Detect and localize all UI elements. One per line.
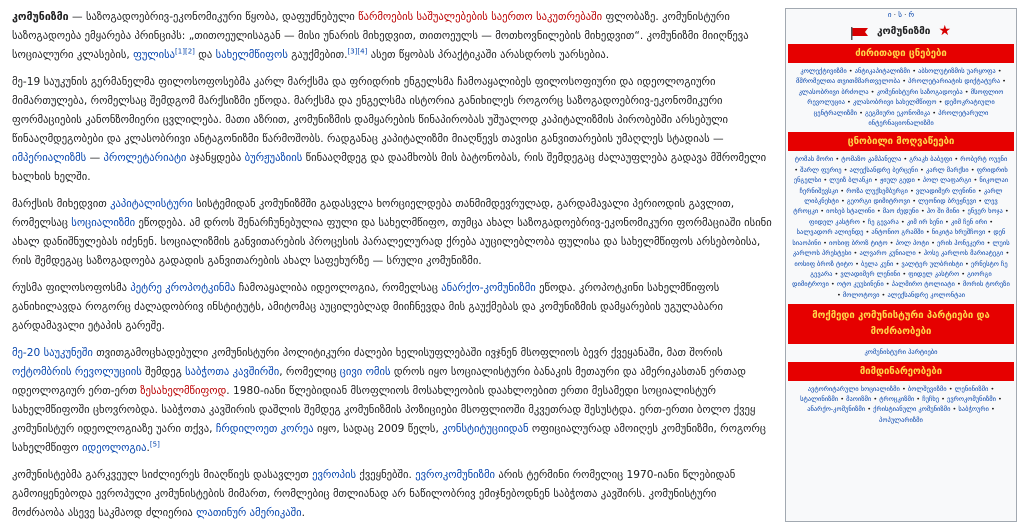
list-separator: • [930,108,939,117]
navbox-link[interactable]: შარლ ფურიე [800,165,842,174]
article-link[interactable]: ჩრდილოეთ კორეა [215,423,314,435]
article-link[interactable]: ევროპის [312,469,357,481]
text-run: ოფიციალურად ამოიღეს კომუნიზმი, როგორც სახელმწიფო [12,423,766,454]
article-link[interactable]: ლათინურ ამერიკაში [196,507,302,519]
navbox-link[interactable]: კარლ მარქსი [925,165,969,174]
navbox-link[interactable]: ლენინიზმი [954,384,989,393]
navbox-link[interactable]: ჟიულ გედი [879,176,915,185]
text-run: ჩამოაყალიბა იდეოლოგია, რომელსაც [235,282,442,294]
navbox-link[interactable]: იოსიფ ბროზ ტიტო [794,259,853,268]
navbox-link[interactable]: სტალინიზმი [800,394,839,403]
navbox-link[interactable]: ლუის კარლოს პრესტესი [792,238,1010,258]
article-link[interactable]: მე-20 საუკუნეში [12,347,93,359]
navbox-link[interactable]: ვლადიმერ ლენინი [840,269,901,278]
article-link[interactable]: პეტრე კროპოტკინმა [130,282,236,294]
article-link[interactable]: ოქტომბრის რევოლუციის [12,366,142,378]
navbox-link[interactable]: კომუნისტური საზოგადოება [876,87,963,96]
list-separator: • [985,228,994,237]
navbox-link[interactable]: ჰო ში მინი [926,207,960,216]
list-separator: • [794,165,801,174]
navbox-link[interactable]: ტომაზო კამპანელა [841,155,902,164]
navbox-link[interactable]: ოტო კუუსინენი [836,280,884,289]
navbox-link[interactable]: ვალტერ ულბრიხტი [901,259,963,268]
article-link[interactable]: სახელმწიფოს [215,49,288,61]
navbox-link[interactable]: რობერტ ოუენი [960,155,1008,164]
list-separator: • [828,280,837,289]
list-separator: • [868,87,877,96]
list-separator: • [907,186,916,195]
citation [185,47,195,55]
navbox-link[interactable]: ქრისტიანული კომუნიზმი [873,405,951,414]
red-flag-icon [851,25,869,38]
article-link[interactable]: იდეოლოგია [82,442,147,454]
navbox-title-text[interactable]: კომუნიზმი [876,25,931,37]
list-separator: • [899,384,908,393]
navbox-link[interactable]: ტომას მორი [794,155,834,164]
paragraph-2 [12,73,772,187]
list-separator: • [918,207,927,216]
navbox-link[interactable]: პოლ პოტი [895,238,929,247]
navbox-link[interactable]: ავტორიტარული სოციალიზმი [807,384,900,393]
list-separator: • [959,207,968,216]
navbox-link[interactable]: საბჭოური [958,405,989,414]
citation-link[interactable]: [3] [347,47,358,56]
text-run: იყო, სადაც 2009 წელს, [313,423,443,435]
list-separator: • [950,405,959,414]
list-separator: • [946,384,955,393]
navbox-section-header[interactable]: მიმდინარეობები [788,362,1014,381]
text-run: კომუნისტებმა გარკვეულ სიძლიერეს მიაღწიეს დასავლეთ [12,469,313,481]
navbox-link[interactable]: ერიხ ჰონეკერი [936,238,985,247]
list-separator: • [887,238,896,247]
navbox-link[interactable]: ლევ ტროცკი [793,197,998,216]
navbox-link[interactable]: პოპულარიზმი [879,415,923,424]
article-link[interactable]: ანარქო-კომუნიზმი [441,282,536,294]
text-run: შემდეგ [141,366,186,378]
list-separator: • [871,176,880,185]
navbox-link[interactable]: კლასობრივი სახელმწიფო [852,98,937,107]
text-run: გაუქმებით. [287,49,348,61]
text-run: რუსმა ფილოსოფოსმა [12,282,131,294]
list-separator: • [910,197,919,206]
navbox-link[interactable]: ჩე გევარა [867,217,899,226]
article-body [12,8,772,531]
navbox-link[interactable]: ანტონიო გრამში [871,228,924,237]
list-separator: • [838,186,847,195]
navbox-link[interactable]: მაოიზმი [846,394,872,403]
navbox-link[interactable]: ჰოსე კარლოს მარიატეგი [923,249,1004,258]
article-link[interactable]: კონსტიტუციიდან [442,423,529,435]
navbox-section-list [786,63,1016,132]
navbox-link[interactable]: ალვარო კუნიალი [859,249,916,258]
navbox-link[interactable]: ლეონიდ ბრეჟნევი [918,197,977,206]
list-separator: • [818,207,827,216]
navbox-link[interactable]: ანტიკაპიტალიზმი [854,67,911,75]
list-separator: • [821,176,830,185]
list-separator: • [917,165,926,174]
citation [348,47,358,55]
navbox-link[interactable]: ალექსანდრე ბერცენი [849,165,918,174]
list-separator: • [874,207,883,216]
navbox-link[interactable]: ვლადიმერ ლენინი [915,186,976,195]
missing-article-link[interactable]: წარმოების საშუალებების საერთო საკუთრებაში [358,11,603,23]
citation-link[interactable]: [2] [184,47,195,56]
list-separator: • [952,155,961,164]
list-separator: • [898,217,907,226]
text-run: არის ტერმინი რომელიც 1970-იანი წლებიდან გამოიყენებოდა ევროპული კომუნისტების მიმართ, რომლებიც მთლიანად არ ნაწილობრივ ემიჯნებოდნენ საბჭოთა კავშირს. კომუნისტური მოძრაობა ასევე საკმაოდ ძლიერია [12,469,736,519]
article-link[interactable]: იმპერიალიზმს [12,152,87,164]
list-separator: • [883,280,892,289]
navbox-link[interactable]: მორის ტორეზი [962,280,1010,289]
list-separator: • [879,290,888,299]
list-separator: • [901,155,910,164]
text-run: სისტემიდან კომუნიზმში გადასვლა ხორციელდება თანმიმდევრულად, გარდამავალი პერიოდის გავლით, რომელსაც [12,198,735,229]
list-separator: • [900,77,909,86]
text-run: დროს იყო სოციალისტური ბანაკის მეთაური და ამერიკასთან ერთად იდეოლოგიურ ერთ-ერთ [12,366,746,397]
navbox-link[interactable]: კიმ ირ სენი [906,217,943,226]
navbox-link[interactable]: გეგმიური ეკონომიკა [864,108,931,117]
list-separator: • [863,228,872,237]
navbox-link[interactable]: კომუნისტური პარტიები [864,348,938,357]
list-separator: • [954,280,963,289]
navbox-link[interactable]: ფიდელ კასტრო [908,269,960,278]
list-separator: • [968,165,977,174]
list-separator: • [915,249,924,258]
text-run: ეწოდა. კროპოტკინი სახელმწიფოს განიხილავდა როგორც ძალადობრივ ინსტიტუტს, ამიტომაც აუცილებლად მიიჩნევდა მის გაუქმებას და კომუნიზმის დამყარების უგულაბარი გარდამავალი ეტაპის გარეშე. [12,282,723,332]
text-run: . [146,442,150,454]
edit-link[interactable]: რ [908,11,915,19]
list-separator: • [1000,77,1006,86]
navbox-link[interactable]: პალმირო ტოლიატი [891,280,955,289]
list-separator: • [984,238,993,247]
list-separator: • [971,176,980,185]
article-link[interactable]: სოციალიზმი [71,217,136,229]
navbox-link[interactable]: ფრიდრიხ ენგელსი [793,165,1008,185]
list-separator: • [851,249,860,258]
navbox-link[interactable]: პოლ ლაფარგი [922,176,972,185]
text-run: თვითგამოცხადებული კომუნისტური პოლიტიკური ძალები ხელისუფლებაში ივჯნენ მსოფლიოს ბევრ ქვეყანაში, მათ შორის [92,347,723,359]
navbox-link[interactable]: სალვადორ ალიენდე [796,228,864,237]
citation [150,440,160,448]
citation-link[interactable]: [5] [149,440,160,449]
navbox-link[interactable]: მოლოტოვი [842,290,880,299]
navbox-link[interactable]: ბოლშევიზმი [907,384,947,393]
list-separator: • [832,269,841,278]
list-separator: • [846,67,855,75]
navbox-link[interactable]: გეორგი დიმიტროვი [846,197,911,206]
navbox-link[interactable]: კიმ ჩენ ირი [950,217,988,226]
navbox-link[interactable]: ერნესტო ჩე გევარა [810,259,1008,278]
list-separator: • [836,290,843,299]
list-separator: • [1002,207,1009,216]
list-separator: • [871,394,880,403]
list-separator: • [962,87,971,96]
text-run: . [301,507,305,519]
text-run: ეწოდება. ამ დროს შენარჩუნებულია ფული და სახელმწიფო, თუმცა ახალ საზოგადოებრივ-ეკონომიკური ფორმაციაში ისინი ახალ დანიშნულებას იძენენ. სოციალიზმის განვითარების პროცესის პარალელურად ქრება აუცილებლობა ფულისა და სახელმწიფოს არსებობისა, რის შემდეგაც საზოგადოება გადადის განვითარების ახალ საფეხურზე — სრული კომუნიზმი. [12,217,772,267]
view-link[interactable]: ი [887,11,892,19]
list-separator: • [853,259,861,268]
list-separator: • [914,394,923,403]
paragraph-5 [12,344,772,458]
navbox-link[interactable]: იოსიფ ბროზ ტიტო [828,238,888,247]
text-run: , რომელიც [279,366,340,378]
navbox-link[interactable]: კარლ ლიბკნეხტი [804,186,1003,206]
navbox-link[interactable]: აბსოლუტიზმის უარყოფა [918,67,996,75]
list-separator: • [923,228,932,237]
text-run: წინააღმდეგ და დაამხობს მის ბატონობას, რის შემდეგაც ძალაუფლება გადავა მშრომელი ხალხის ხელში. [12,152,767,183]
list-separator: • [838,394,847,403]
navbox-link[interactable]: ენვერ ხოჯა [967,207,1003,216]
list-separator: • [833,155,842,164]
navbox-link[interactable]: კოლექტივიზმი [800,67,847,75]
article-link[interactable]: ცივი ომის [339,366,391,378]
list-separator: • [910,67,919,75]
list-separator: • [844,98,853,107]
text-run: — საზოგადოებრივ-ეკონომიკური წყობა, დაფუძნებული [68,11,359,23]
list-separator: • [859,217,868,226]
navbox-link[interactable]: კლასობრივი ბრძოლა [798,87,869,96]
text-run: აჯანყდება [186,152,245,164]
text-run: ფლობაზე. კომუნისტური საზოგადოება ემყარება პრინციპს: „თითოეულისაგან — მისი უნარის მიხედვით, თითოეულს — მოთხოვნილების მიხედვით“. კომუნიზმი მიიღწევა სოციალური კლასების, [12,11,749,61]
navbox-section-list [786,381,1016,430]
list-separator: • [1003,249,1010,258]
navbox-section-header[interactable]: ცნობილი მოღვაწეები [788,132,1014,151]
red-star-icon: ★ [938,23,951,39]
list-separator: • [857,108,865,117]
communism-navbox [785,8,1017,522]
article-link[interactable]: საბჭოთა კავშირში [185,366,280,378]
text-run: ქვეყნებში. [356,469,416,481]
list-separator: • [987,217,994,226]
list-separator: • [962,259,971,268]
navbox-link[interactable]: დემოკრატიული ცენტრალიზმი [813,98,995,117]
paragraph-4 [12,279,772,336]
navbox-link[interactable]: ნიკიტა ხრუშჩოვი [931,228,986,237]
article-link[interactable]: ფულისა [133,49,176,61]
navbox-link[interactable]: ნიკოლაი ჩერნიშევსკი [799,176,1009,195]
navbox-section-list [786,344,1016,361]
navbox-section-header[interactable]: მოქმედი კომუნისტური პარტიები და მოძრაობები [788,304,1014,344]
list-separator: • [900,269,909,278]
list-separator: • [988,405,995,414]
list-separator: • [988,384,995,393]
article-link[interactable]: კაპიტალისტური [110,198,193,210]
navbox-sections [786,44,1016,429]
list-separator: • [821,238,829,247]
navbox-link[interactable]: ლუიზ ბლანკი [829,176,872,185]
text-run: ასეთ წყობას პრაქტიკაში არასდროს უარსებია. [367,49,610,61]
text-run: მარქსის მიხედვით [12,198,111,210]
navbox-link[interactable]: ევროკომუნიზმი [947,394,996,403]
list-separator: • [838,197,847,206]
navbox-link[interactable]: პროლეტარიატის დიქტატურა [908,77,1001,86]
list-separator: • [936,98,945,107]
list-separator: • [939,394,948,403]
paragraph-3 [12,195,772,271]
navbox-link[interactable]: მაო ძედუნი [882,207,919,216]
talk-link[interactable]: ს [898,11,902,19]
view-talk-edit-links: ი · ს · რ [887,11,915,19]
citation-link[interactable]: [4] [357,47,368,56]
navbox-link[interactable]: ტროცკიზმი [879,394,915,403]
list-separator: • [995,67,1002,75]
list-separator: • [893,259,902,268]
article-link[interactable]: ბურჟუაზიის [244,152,303,164]
list-separator: • [975,186,984,195]
navbox-link[interactable]: გრაკხ ბაბეფი [909,155,953,164]
navbox-link[interactable]: ანარქო-კომუნიზმი [807,405,866,414]
paragraph-1 [12,8,772,65]
navbox-section-list [786,151,1016,304]
navbox-link[interactable]: დენ სიაოპინი [792,228,1006,247]
navbox-link[interactable]: მსოფლიო რევოლუცია [807,87,1004,107]
citation-link[interactable]: [1] [175,47,185,56]
navbox-link[interactable]: მშრომელთა თვითმმართველობა [796,77,901,86]
navbox-link[interactable]: პროლეტარული ინტერნაციონალიზმი [868,108,989,128]
navbox-section-header[interactable]: ძირითადი ცნებები [788,44,1014,63]
citation [175,47,185,55]
text-run: — [86,152,104,164]
list-separator: • [942,217,951,226]
navbox-link[interactable]: ბელა კუნი [860,259,894,268]
list-separator: • [914,176,923,185]
text-run: და [194,49,216,61]
navbox-link[interactable]: გიორგი დიმიტროვი [792,269,992,289]
navbox-link[interactable]: იოსებ სტალინი [826,207,875,216]
bold-term: კომუნიზმი [12,11,69,23]
list-separator: • [959,269,968,278]
navbox-link[interactable]: ალექსანდრე კოლონტაი [887,290,966,299]
navbox-link[interactable]: ჩუჩხე [922,394,940,403]
navbox-link[interactable]: როზა ლუქსემბურგი [846,186,908,195]
list-separator: • [841,165,850,174]
article-link[interactable]: ევროკომუნიზმი [415,469,495,481]
text-run: . 1980-იანი წლებიდიან მსოფლიოს მოსახლეობის დაახლოებით ერთი მესამედი სოციალისტურ სახელმწიფოში ცხოვრობდა. საბჭოთა კავშირის დაშლის შემდეგ კომუნიზმის პოზიციები მსოფლიოში მკვეთრად შესუსტდა. ერთ-ერთი ბოლო ქვეყ კომუნისტურ იდეოლოგიაზე უარი თქვა, [12,385,756,435]
text-run: მე-19 საუკუნის გერმანელმა ფილოსოფოსებმა კარლ მარქსმა და ფრიდრიხ ენგელსმა ჩამოაყალიბეს ფილოსოფიური და იდეოლოგიური მიმართულება, რომელსაც შემდგომ მარქსიზმი ეწოდა. მარქსმა და ენგელსმა ისტორია განიხილეს როგორც საზოგადოებრივ-ეკონომიკური ფორმაციების კანონზომიერი ცვლილება. მათი აზრით, კომუნიზმის დამყარების წინაპირობას უშუალოდ კაპიტალიზმის პირობებში არსებული წინააღმდეგობები და კლასობრივი ანტაგონიზმი წარმოშობს. რადგანაც კაპიტალიზმი მიაღწევს თავისი განვითარების უმაღლეს სტადიას — [12,76,728,145]
list-separator: • [976,197,985,206]
navbox-title [786,22,1016,40]
list-separator: • [929,238,937,247]
paragraph-6 [12,466,772,523]
list-separator: • [865,405,874,414]
article-link[interactable]: პროლეტარიატი [103,152,187,164]
citation [357,47,367,55]
navbox-link[interactable]: ფიდელ კასტრო [808,217,860,226]
list-separator: • [995,394,1002,403]
missing-article-link[interactable]: ზესახელმწიფოდ [140,385,227,397]
